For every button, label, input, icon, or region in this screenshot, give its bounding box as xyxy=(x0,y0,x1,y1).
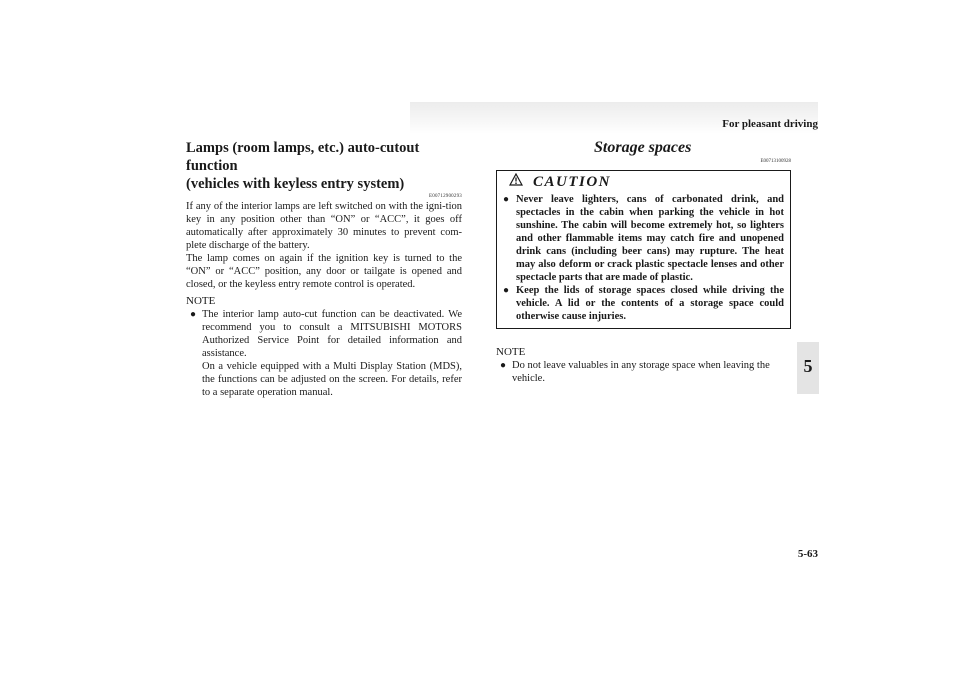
lamps-heading-line1: Lamps (room lamps, etc.) auto-cutout function xyxy=(186,140,420,174)
lamps-note-item xyxy=(186,308,462,399)
lamps-note-text-2: On a vehicle equipped with a Multi Display Station (MDS), the functions can be adjusted on the screen. For details, refer to a separate operation manual. xyxy=(202,361,462,398)
storage-note-text: Do not leave valuables in any storage space when leaving the vehicle. xyxy=(512,360,770,384)
chapter-number: 5 xyxy=(803,356,813,376)
storage-title: Storage spaces xyxy=(594,139,692,156)
right-column xyxy=(496,139,791,385)
lamps-heading-line2: (vehicles with keyless entry system) xyxy=(186,176,405,192)
caution-text-2: Keep the lids of storage spaces closed while driving the vehicle. A lid or the contents of a storage space could otherwise cause injuries. xyxy=(516,285,784,322)
lamps-note-label: NOTE xyxy=(186,295,216,307)
page-number: 5-63 xyxy=(797,548,818,560)
storage-code: E00713100928 xyxy=(760,159,791,164)
lamps-paragraph-1: If any of the interior lamps are left switched on with the igni-tion key in any position other than “ON” or “ACC”, it goes off automatically after approximately 30 minutes to prevent com-plete discharge of the battery. xyxy=(186,201,462,251)
bullet-icon: ● xyxy=(500,360,507,371)
caution-box xyxy=(496,170,791,329)
left-column xyxy=(186,139,462,399)
caution-item-1 xyxy=(503,193,784,284)
caution-header xyxy=(503,171,784,193)
storage-note-label: NOTE xyxy=(496,346,526,358)
caution-item-2 xyxy=(503,284,784,323)
lamps-note-text-1: The interior lamp auto-cut function can be deactivated. We recommend you to consult a MITSUBISHI MOTORS Authorized Service Point for detailed information and assistance. xyxy=(202,309,462,359)
warning-triangle-icon xyxy=(509,173,523,191)
caution-label: CAUTION xyxy=(533,173,612,190)
lamps-code: E00712900293 xyxy=(429,194,462,199)
caution-text-1: Never leave lighters, cans of carbonated drink, and spectacles in the cabin when parking the vehicle in hot sunshine. The cabin will become extremely hot, so lighters and other flammable items may catch fire and unopened drink cans (including beer cans) may rupture. The heat may also deform or crack plastic spectacle lenses and other spectacle parts that are made of plastic. xyxy=(516,194,784,283)
bullet-icon: ● xyxy=(503,194,510,205)
section-title: For pleasant driving xyxy=(722,118,818,130)
storage-note-item xyxy=(496,359,791,385)
bullet-icon: ● xyxy=(503,285,510,296)
bullet-icon: ● xyxy=(190,309,197,320)
lamps-paragraph-2: The lamp comes on again if the ignition key is turned to the “ON” or “ACC” position, any door or tailgate is opened and closed, or the keyless entry remote control is operated. xyxy=(186,253,462,290)
